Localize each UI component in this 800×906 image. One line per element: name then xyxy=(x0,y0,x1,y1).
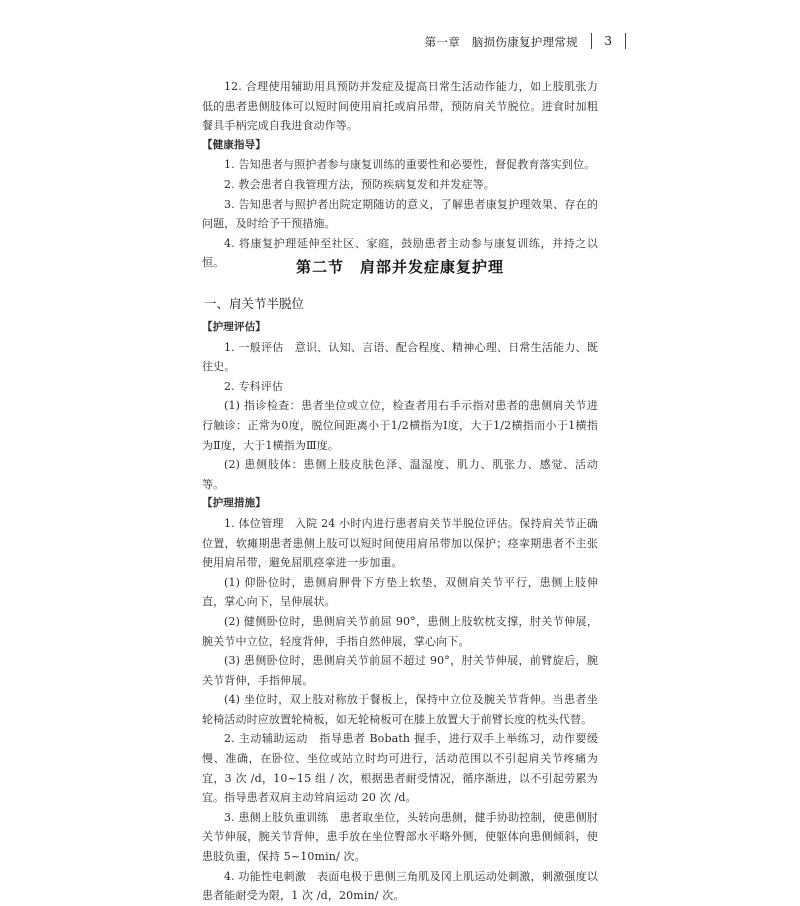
header-divider xyxy=(625,33,626,49)
measure-item-1-3: (3) 患侧卧位时，患侧肩关节前屈不超过 90°，肘关节伸展，前臂旋后，腕关节背伸，手指伸展。 xyxy=(202,654,598,687)
health-item-2: 2. 教会患者自我管理方法，预防疾病复发和并发症等。 xyxy=(224,177,495,191)
assessment-item-2: 2. 专科评估 xyxy=(224,379,284,393)
health-item-3: 3. 告知患者与照护者出院定期随访的意义，了解患者康复护理效果、存在的问题，及时给予干预措施。 xyxy=(202,197,598,231)
assessment-item-2-2: (2) 患侧肢体：患侧上肢皮肤色泽、温湿度、肌力、肌张力、感觉、活动等。 xyxy=(202,458,598,491)
running-header xyxy=(380,34,630,52)
assessment-item-2-1: (1) 指诊检查：患者坐位或立位，检查者用右手示指对患者的患侧肩关节进行触诊：正常为0度，脱位间距离小于1/2横指为Ⅰ度，大于1/2横指而小于1横指为Ⅱ度，大于1横指为Ⅲ度。 xyxy=(202,399,598,452)
subsection-title: 一、肩关节半脱位 xyxy=(204,296,305,311)
text-block-health-guidance xyxy=(202,77,598,273)
text-block-shoulder-subluxation xyxy=(202,318,598,906)
assessment-item-1: 1. 一般评估 意识、认知、言语、配合程度、精神心理、日常生活能力、既往史。 xyxy=(202,340,598,374)
header-divider xyxy=(591,33,592,49)
measure-item-4: 4. 功能性电刺激 表面电极于患侧三角肌及冈上肌运动处刺激，刺激强度以患者能耐受为限，1 次 /d，20min/ 次。 xyxy=(202,869,598,903)
measure-item-1-4: (4) 坐位时，双上肢对称放于餐板上，保持中立位及腕关节背伸。当患者坐轮椅活动时应放置轮椅板，如无轮椅板可在膝上放置大于前臂长度的枕头代替。 xyxy=(202,693,598,726)
measure-item-1-1: (1) 仰卧位时，患侧肩胛骨下方垫上软垫，双侧肩关节平行，患侧上肢伸直，掌心向下，呈伸展状。 xyxy=(202,575,598,609)
health-item-1: 1. 告知患者与照护者参与康复训练的重要性和必要性，督促教育落实到位。 xyxy=(224,158,596,172)
measure-item-1-2: (2) 健侧卧位时，患侧肩关节前屈 90°，患侧上肢软枕支撑，肘关节伸展，腕关节中立位，轻度背伸，手指自然伸展，掌心向下。 xyxy=(202,614,598,648)
measure-item-1: 1. 体位管理 入院 24 小时内进行患者肩关节半脱位评估。保持肩关节正确位置，软瘫期患者患侧上肢可以短时间使用肩吊带加以保护；痉挛期患者不主张使用肩吊带，避免屈肌痉挛进一步加重。 xyxy=(202,516,598,570)
assessment-heading: 【护理评估】 xyxy=(202,321,266,333)
page-number: 3 xyxy=(604,34,612,48)
measure-item-3: 3. 患侧上肢负重训练 患者取坐位，头转向患侧，健手协助控制，使患侧肘关节伸展，腕关节背伸，患手放在坐位臀部水平略外侧，使躯体向患侧倾斜，使患肢负重，保持 5~10min/ 次。 xyxy=(202,810,598,864)
measures-heading: 【护理措施】 xyxy=(202,497,266,510)
section-title: 第二节 肩部并发症康复护理 xyxy=(295,258,504,276)
chapter-title: 第一章 脑损伤康复护理常规 xyxy=(424,35,578,49)
item-12: 12. 合理使用辅助用具预防并发症及提高日常生活动作能力，如上肢肌张力低的患者患侧肢体可以短时间使用肩托或肩吊带，预防肩关节脱位。进食时加粗餐具手柄完成自我进食动作等。 xyxy=(202,80,598,133)
health-item-4: 4. 将康复护理延伸至社区、家庭，鼓励患者主动参与康复训练，并持之以恒。 xyxy=(202,236,598,270)
measure-item-2: 2. 主动辅助运动 指导患者 Bobath 握手，进行双手上举练习，动作要缓慢、准确，在卧位、坐位或站立时均可进行，活动范围以不引起肩关节疼痛为宜，3 次 /d，10~15 组 / 次，根据患者耐受情况，循序渐进，以不引起劳累为宜。指导患者双肩主动耸肩运动 20 次 /d。 xyxy=(202,732,598,805)
health-guidance-heading: 【健康指导】 xyxy=(202,138,266,151)
